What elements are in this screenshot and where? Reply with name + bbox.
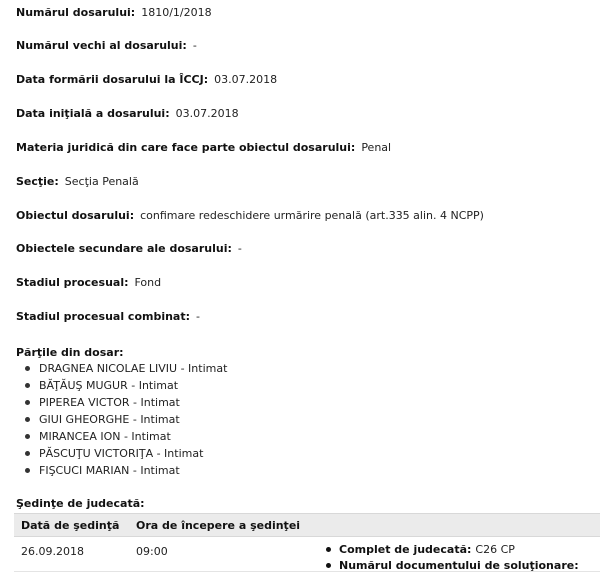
field-section: [16, 175, 592, 189]
field-formation-date: [16, 73, 592, 87]
field-label: Stadiul procesual combinat:: [16, 310, 191, 323]
field-value: -: [192, 39, 197, 52]
list-item: MIRANCEA ION - Intimat: [22, 428, 227, 445]
field-label: Materia juridică din care face parte obiectul dosarului:: [16, 141, 356, 154]
field-legal-matter: [16, 141, 592, 155]
field-case-object: [16, 209, 592, 223]
list-item: FIŞCUCI MARIAN - Intimat: [22, 462, 227, 479]
column-header-details: [322, 514, 600, 537]
parties-title: Părţile din dosar:: [16, 346, 124, 359]
field-initial-date: [16, 107, 592, 121]
detail-value: C26 CP: [475, 543, 515, 556]
parties-list: [22, 360, 227, 479]
field-value: Secţia Penală: [64, 175, 139, 188]
field-label: Data formării dosarului la ÎCCJ:: [16, 73, 209, 86]
field-label: Data iniţială a dosarului:: [16, 107, 170, 120]
field-value: -: [196, 310, 200, 323]
field-label: Secţie:: [16, 175, 59, 188]
field-value: Fond: [134, 276, 162, 289]
field-value: Penal: [361, 141, 392, 154]
list-item: BĂŢĂUŞ MUGUR - Intimat: [22, 377, 227, 394]
field-value: 1810/1/2018: [141, 6, 212, 19]
hearing-time: 09:00: [129, 537, 322, 572]
list-item: DRAGNEA NICOLAE LIVIU - Intimat: [22, 360, 227, 377]
field-value: confimare redeschidere urmărire penală (art.335 alin. 4 NCPP): [140, 209, 484, 222]
field-label: Numărul dosarului:: [16, 6, 136, 19]
field-label: Stadiul procesual:: [16, 276, 129, 289]
field-label: Obiectul dosarului:: [16, 209, 135, 222]
detail-panel: [325, 542, 600, 558]
field-old-case-number: [16, 39, 592, 53]
list-item: PIPEREA VICTOR - Intimat: [22, 394, 227, 411]
column-header-time: Ora de începere a şedinţei: [129, 514, 322, 537]
detail-solution-doc: [325, 558, 600, 574]
field-combined-stage: [16, 310, 592, 324]
field-value: 03.07.2018: [175, 107, 239, 120]
field-case-number: [16, 6, 592, 20]
list-item: GIUI GHEORGHE - Intimat: [22, 411, 227, 428]
field-label: Numărul vechi al dosarului:: [16, 39, 187, 52]
field-label: Obiectele secundare ale dosarului:: [16, 242, 232, 255]
hearings-title: Şedinţe de judecată:: [16, 497, 145, 510]
table-header-row: [14, 514, 600, 537]
field-secondary-objects: [16, 242, 592, 256]
column-header-date: Dată de şedinţă: [14, 514, 129, 537]
field-value: 03.07.2018: [214, 73, 278, 86]
hearing-details: [325, 542, 600, 574]
hearing-date: 26.09.2018: [14, 537, 129, 572]
field-value: -: [237, 242, 242, 255]
field-procedural-stage: [16, 276, 592, 290]
detail-label: Complet de judecată:: [339, 543, 472, 556]
list-item: PĂSCUŢU VICTORIŢA - Intimat: [22, 445, 227, 462]
detail-label: Numărul documentului de soluţionare:: [339, 559, 579, 572]
